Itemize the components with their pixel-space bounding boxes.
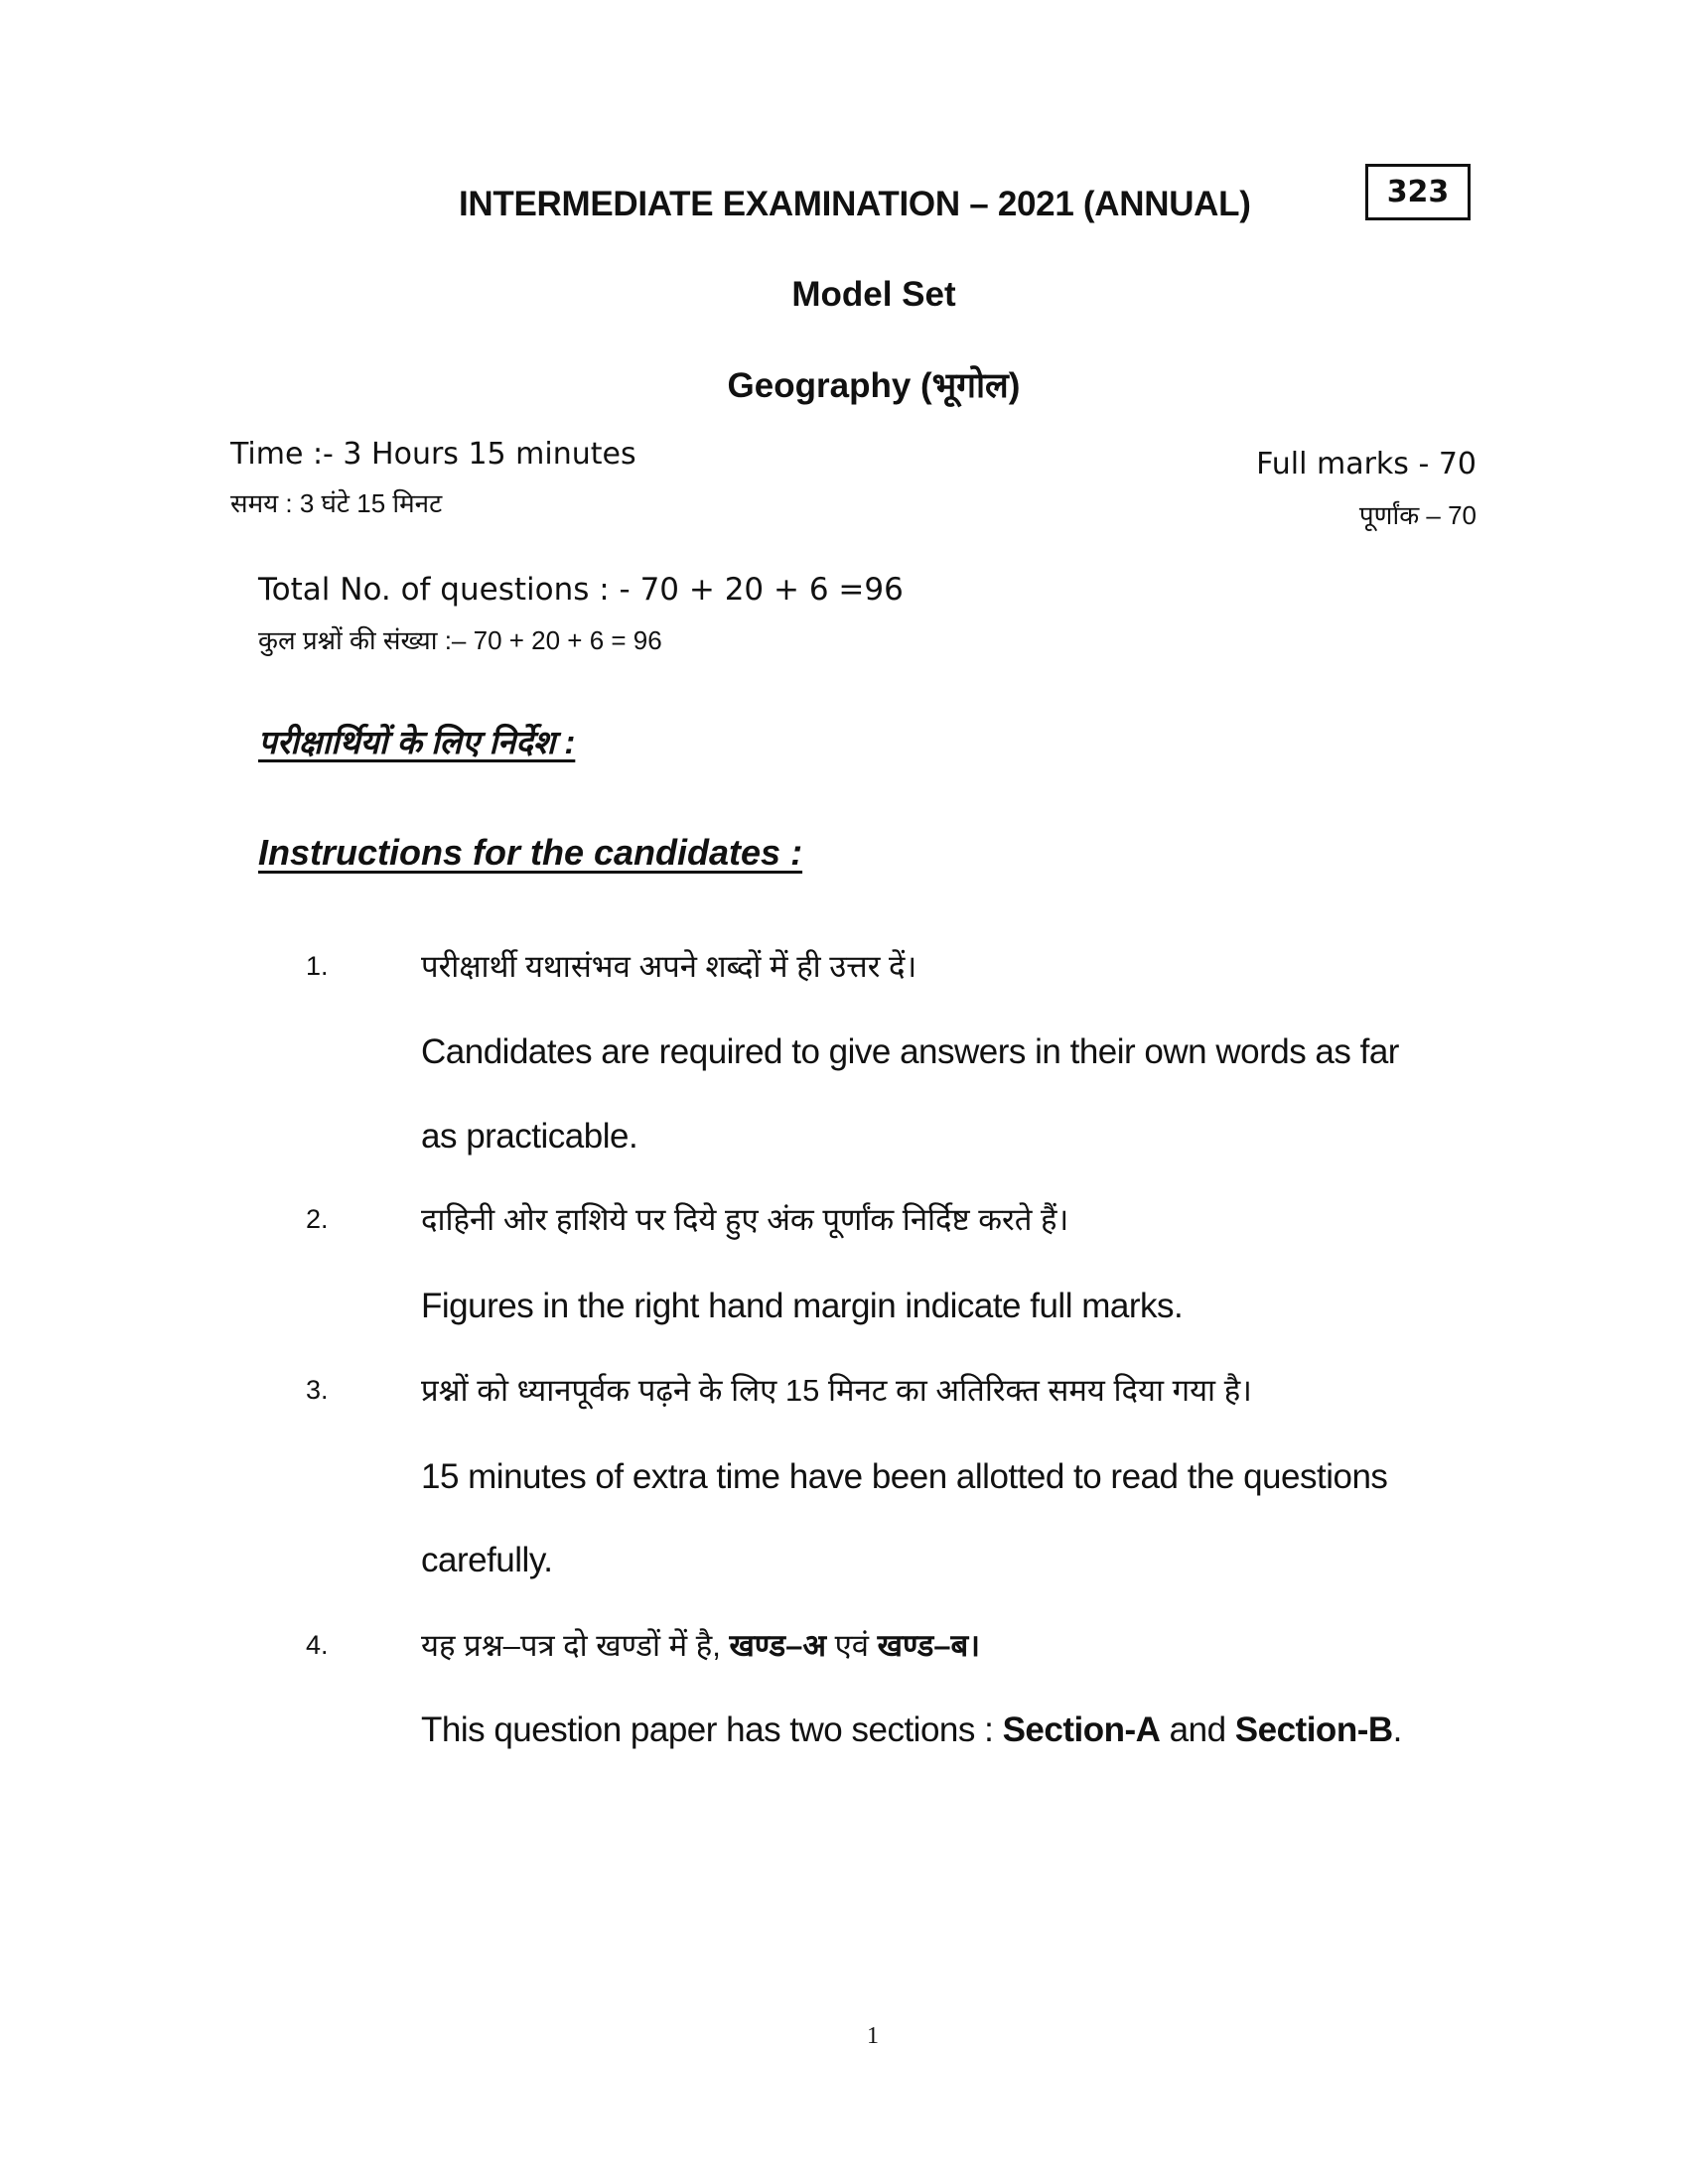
- item-text-hindi: [421, 1624, 980, 1666]
- item-text-hindi-prefix: यह प्रश्न–पत्र दो खण्डों में है,: [421, 1628, 730, 1663]
- section-a-hindi: खण्ड–अ: [729, 1628, 827, 1663]
- exam-title: INTERMEDIATE EXAMINATION – 2021 (ANNUAL): [459, 185, 1251, 223]
- total-questions-hindi: कुल प्रश्नों की संख्या :– 70 + 20 + 6 = 96: [258, 625, 662, 655]
- item-text-english-suffix: .: [1392, 1710, 1402, 1749]
- item-number: 3.: [306, 1375, 329, 1405]
- paper-code-box: [1365, 164, 1471, 220]
- instructions-heading-hindi: परीक्षार्थियों के लिए निर्देश :: [258, 724, 576, 760]
- item-number: 1.: [306, 951, 329, 981]
- item-text-hindi: प्रश्नों को ध्यानपूर्वक पढ़ने के लिए 15 मिनट का अतिरिक्त समय दिया गया है।: [421, 1373, 1252, 1408]
- item-text-english-and: and: [1160, 1710, 1235, 1749]
- section-b-english: Section-B: [1234, 1710, 1393, 1749]
- total-questions-english: Total No. of questions : - 70 + 20 + 6 =96: [258, 572, 904, 608]
- full-marks-hindi: पूर्णांक – 70: [1358, 500, 1477, 530]
- item-text-english: [421, 1710, 1402, 1750]
- item-text-hindi-and: एवं: [826, 1628, 878, 1663]
- time-hindi: समय : 3 घंटे 15 मिनट: [230, 488, 443, 518]
- section-b-hindi: खण्ड–ब।: [877, 1628, 980, 1663]
- item-text-english-prefix: This question paper has two sections :: [421, 1710, 1003, 1749]
- item-text-english: Candidates are required to give answers in their own words as far: [421, 1032, 1399, 1071]
- paper-code: 323: [1386, 175, 1450, 209]
- item-number: 4.: [306, 1630, 329, 1660]
- time-english: Time :- 3 Hours 15 minutes: [230, 437, 636, 472]
- page-number: 1: [867, 2023, 879, 2049]
- set-label: Model Set: [791, 275, 956, 314]
- subject-title: Geography (भूगोल): [727, 366, 1021, 405]
- item-text-english-continued: as practicable.: [421, 1117, 638, 1156]
- item-text-hindi: परीक्षार्थी यथासंभव अपने शब्दों में ही उत्तर दें।: [421, 949, 917, 984]
- item-text-english: 15 minutes of extra time have been allotted to read the questions: [421, 1457, 1388, 1496]
- item-text-hindi: दाहिनी ओर हाशिये पर दिये हुए अंक पूर्णांक निर्दिष्ट करते हैं।: [421, 1202, 1069, 1237]
- instructions-heading-english: Instructions for the candidates :: [258, 832, 803, 873]
- full-marks-english: Full marks - 70: [1256, 447, 1477, 481]
- item-text-english: Figures in the right hand margin indicate full marks.: [421, 1287, 1184, 1325]
- item-text-english-continued: carefully.: [421, 1541, 553, 1579]
- section-a-english: Section-A: [1002, 1710, 1161, 1749]
- item-number: 2.: [306, 1204, 329, 1234]
